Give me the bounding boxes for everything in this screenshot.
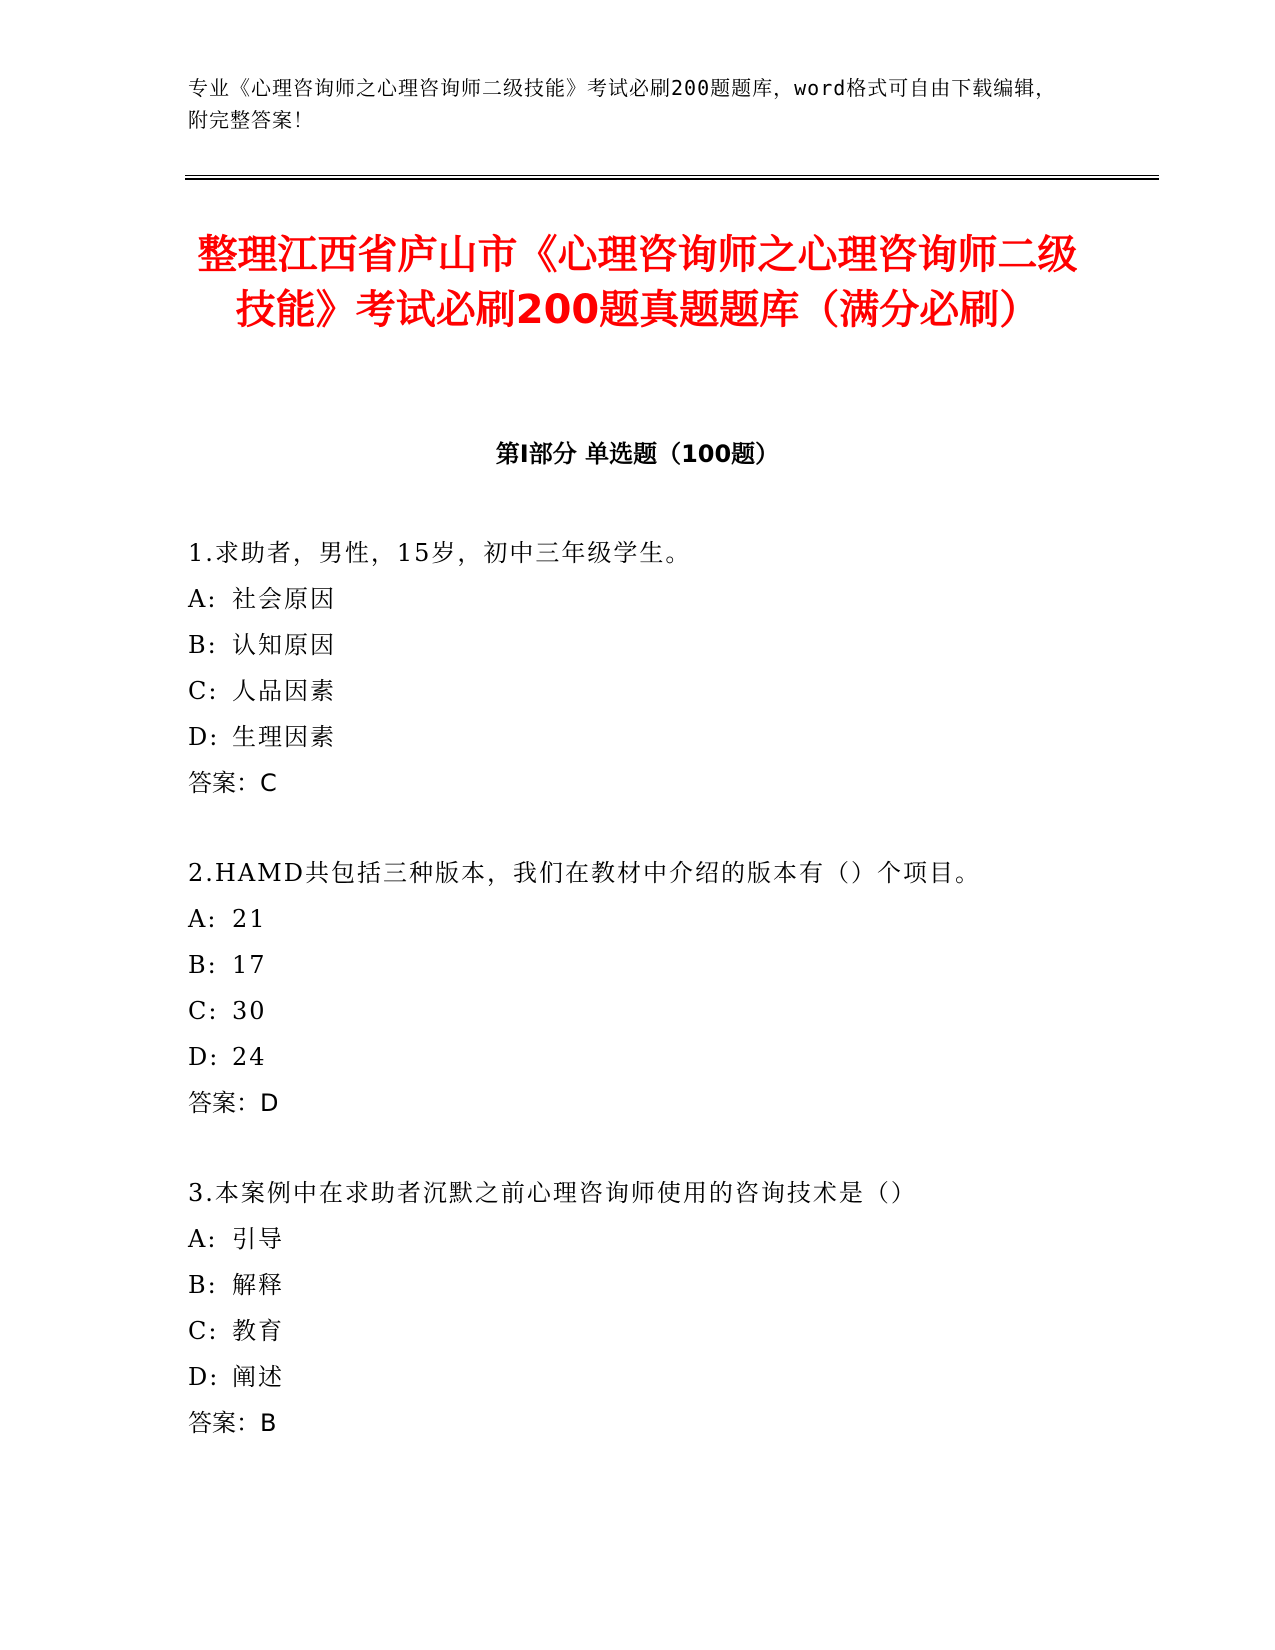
option-a — [188, 576, 1118, 622]
option-key: A: — [188, 905, 218, 933]
option-text: 人品因素 — [232, 677, 336, 705]
answer-value: C — [260, 769, 277, 797]
question-stem: 1.求助者，男性，15岁，初中三年级学生。 — [188, 539, 692, 567]
option-key: A: — [188, 1225, 218, 1253]
section-heading: 第Ⅰ部分 单选题（100题） — [495, 440, 780, 468]
option-key: D: — [188, 723, 220, 751]
question-stem: 3.本案例中在求助者沉默之前心理咨询师使用的咨询技术是（） — [188, 1179, 917, 1207]
question-item — [188, 1170, 1118, 1446]
document-title: 整理江西省庐山市《心理咨询师之心理咨询师二级技能》考试必刷200题真题题库（满分必刷） — [197, 232, 1078, 333]
option-d — [188, 714, 1118, 760]
option-b — [188, 1262, 1118, 1308]
option-text: 教育 — [232, 1317, 284, 1345]
option-key: C: — [188, 997, 219, 1025]
answer-value: B — [260, 1409, 277, 1437]
option-b — [188, 622, 1118, 668]
option-key: A: — [188, 585, 218, 613]
question-stem: 2.HAMD共包括三种版本，我们在教材中介绍的版本有（）个项目。 — [188, 859, 981, 887]
question-list — [188, 530, 1118, 1490]
answer-value: D — [260, 1089, 279, 1117]
answer-line — [188, 1080, 1118, 1126]
option-b — [188, 942, 1118, 988]
option-key: B: — [188, 1271, 218, 1299]
option-text: 引导 — [232, 1225, 284, 1253]
header-note: 专业《心理咨询师之心理咨询师二级技能》考试必刷200题题库，word格式可自由下载编辑，附完整答案！ — [188, 76, 1057, 132]
question-item — [188, 850, 1118, 1126]
option-text: 17 — [232, 951, 267, 979]
question-item — [188, 530, 1118, 806]
answer-line — [188, 1400, 1118, 1446]
option-text: 阐述 — [232, 1363, 284, 1391]
option-key: B: — [188, 631, 218, 659]
option-d — [188, 1354, 1118, 1400]
option-text: 认知原因 — [232, 631, 336, 659]
option-text: 30 — [232, 997, 267, 1025]
answer-label: 答案： — [188, 1089, 260, 1117]
option-key: D: — [188, 1363, 220, 1391]
option-a — [188, 896, 1118, 942]
answer-label: 答案： — [188, 769, 260, 797]
option-c — [188, 988, 1118, 1034]
option-text: 24 — [232, 1043, 267, 1071]
option-d — [188, 1034, 1118, 1080]
option-key: C: — [188, 1317, 219, 1345]
option-c — [188, 1308, 1118, 1354]
answer-line — [188, 760, 1118, 806]
option-key: B: — [188, 951, 218, 979]
option-c — [188, 668, 1118, 714]
option-text: 解释 — [232, 1271, 284, 1299]
header-divider — [185, 175, 1159, 180]
option-a — [188, 1216, 1118, 1262]
option-key: D: — [188, 1043, 220, 1071]
option-key: C: — [188, 677, 219, 705]
option-text: 21 — [232, 905, 267, 933]
option-text: 社会原因 — [232, 585, 336, 613]
option-text: 生理因素 — [232, 723, 336, 751]
answer-label: 答案： — [188, 1409, 260, 1437]
